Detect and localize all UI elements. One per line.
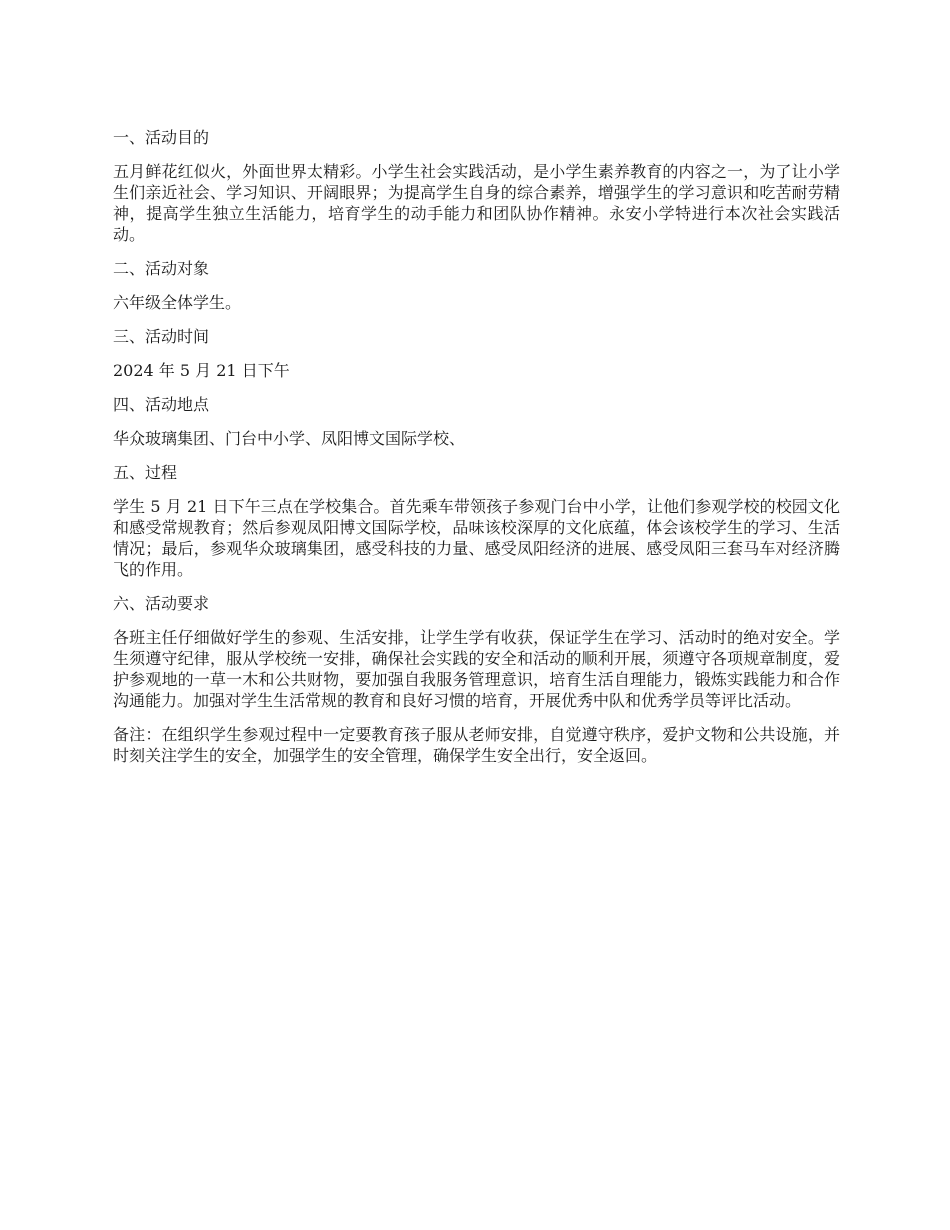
section-body-location: 华众玻璃集团、门台中小学、凤阳博文国际学校、 xyxy=(113,429,466,448)
section-body-target: 六年级全体学生。 xyxy=(113,293,242,312)
section-heading-location: 四、活动地点 xyxy=(113,395,210,414)
section-heading-requirements: 六、活动要求 xyxy=(113,594,210,613)
section-heading-process: 五、过程 xyxy=(113,463,178,482)
section-body-requirements: 各班主任仔细做好学生的参观、生活安排，让学生学有收获，保证学生在学习、活动时的绝对安全。学生须遵守纪律，服从学校统一安排，确保社会实践的安全和活动的顺利开展，须遵守各项规章制度，爱护参观地的一草一木和公共财物，要加强自我服务管理意识，培育生活自理能力，锻炼实践能力和合作沟通能力。加强对学生生活常规的教育和良好习惯的培育，开展优秀中队和优秀学员等评比活动。 xyxy=(113,628,840,710)
section-heading-time: 三、活动时间 xyxy=(113,327,210,346)
section-body-process: 学生 5 月 21 日下午三点在学校集合。首先乘车带领孩子参观门台中小学，让他们参观学校的校园文化和感受常规教育；然后参观凤阳博文国际学校，品味该校深厚的文化底蕴，体会该校学生的学习、生活情况；最后，参观华众玻璃集团，感受科技的力量、感受凤阳经济的进展、感受凤阳三套马车对经济腾飞的作用。 xyxy=(113,497,840,579)
section-body-purpose: 五月鲜花红似火，外面世界太精彩。小学生社会实践活动，是小学生素养教育的内容之一，为了让小学生们亲近社会、学习知识、开阔眼界；为提高学生自身的综合素养，增强学生的学习意识和吃苦耐劳精神，提高学生独立生活能力，培育学生的动手能力和团队协作精神。永安小学特进行本次社会实践活动。 xyxy=(113,162,840,244)
document-body xyxy=(113,127,840,779)
section-heading-purpose: 一、活动目的 xyxy=(113,128,210,147)
section-body-time: 2024 年 5 月 21 日下午 xyxy=(113,361,290,380)
note-paragraph: 备注：在组织学生参观过程中一定要教育孩子服从老师安排，自觉遵守秩序，爱护文物和公共设施，并时刻关注学生的安全，加强学生的安全管理，确保学生安全出行，安全返回。 xyxy=(113,725,840,765)
section-heading-target: 二、活动对象 xyxy=(113,259,210,278)
